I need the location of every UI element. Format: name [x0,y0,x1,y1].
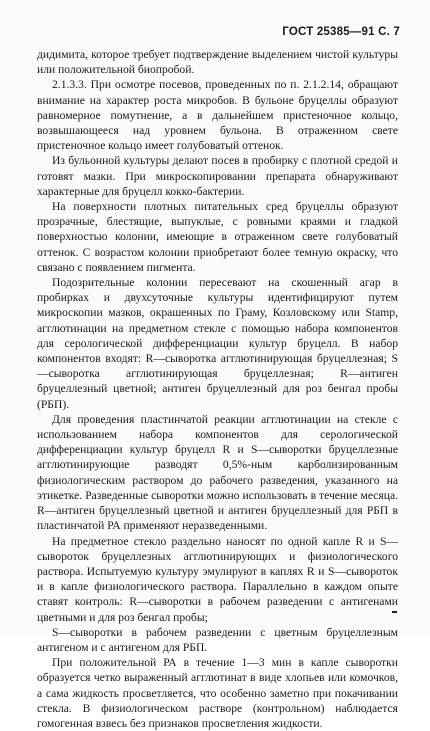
page-header: ГОСТ 25385—91 С. 7 [282,26,400,38]
page-end-mark [392,611,397,613]
paragraph-2: 2.1.3.3. При осмотре посевов, проведенных по п. 2.1.2.14, обращают внимание на характер роста микробов. В бульоне бруцеллы образуют равномерное помутнение, а в дальнейшем пристеночное кольцо, возвышающееся над уровнем бульона. В отраженном свете пристеночное кольцо имеет голубоватый оттенок. [37,78,398,153]
paragraph-1: дидимита, которое требует подтверждение выделением чистой культуры или положительной биопробой. [37,48,398,77]
paragraph-5: Подозрительные колонии пересевают на скошенный агар в пробирках и двухсуточные культуры идентифицируют путем микроскопии мазков, окрашенных по Граму, Козловскому или Stamp, агглютинации на предметном стекле с помощью набора компонентов для серологической дифференциации культур бруцелл. В набор компонентов входят: R—сыворотка агглютинирующая бруцеллезная; S—сыворотка агглютинирующая бруцеллезная; R—антиген бруцеллезный цветной; антиген бруцеллезный для роз бенгал пробы (РБП). [37,276,398,411]
document-body [37,47,398,731]
paragraph-8: S—сыворотки в рабочем разведении с цветным бруцеллезным антигеном и с антигеном для РБП. [37,625,398,654]
paragraph-7: На предметное стекло раздельно наносят по одной капле R и S—сывороток бруцеллезных агглютинирующих и физиологического раствора. Испытуемую культуру эмулируют в каплях R и S—сывороток и в капле физиологического раствора. Параллельно в каждом опыте ставят контроль: R—сыворотки в рабочем разведении с антигенами цветными и для роз бенгал пробы; [37,534,398,624]
paragraph-9: При положительной РА в течение 1—3 мин в капле сыворотки образуется четко выраженный агглютинат в виде хлопьев или комочков, а сама жидкость просветляется, что особенно заметно при покачивании стекла. В физиологическом растворе (контрольном) наблюдается гомогенная взвесь без признаков просветления жидкости. [37,656,398,730]
paragraph-3: Из бульонной культуры делают посев в пробирку с плотной средой и готовят мазки. При микроскопировании препарата обнаруживают характерные для бруцелл кокко-бактерии. [37,154,398,198]
paragraph-4: На поверхности плотных питательных сред бруцеллы образуют прозрачные, блестящие, выпуклые, с ровными краями и гладкой поверхностью колонии, имеющие в отраженном свете голубоватый оттенок. С возрастом колонии приобретают более темную окраску, что связано с появлением пигмента. [37,200,398,274]
paragraph-6: Для проведения пластинчатой реакции агглютинации на стекле с использованием набора компонентов для серологической дифференциации культур бруцелл R и S—сыворотки бруцеллезные агглютинирующие разводят 0,5%-ным карболизированным физиологическим раствором до рабочего разведения, указанного на этикетке. Разведенные сыворотки можно использовать в течение месяца. R—антиген бруцеллезный цветной и антиген бруцеллезный для РБП в пластинчатой РА применяют неразведенными. [37,412,398,533]
